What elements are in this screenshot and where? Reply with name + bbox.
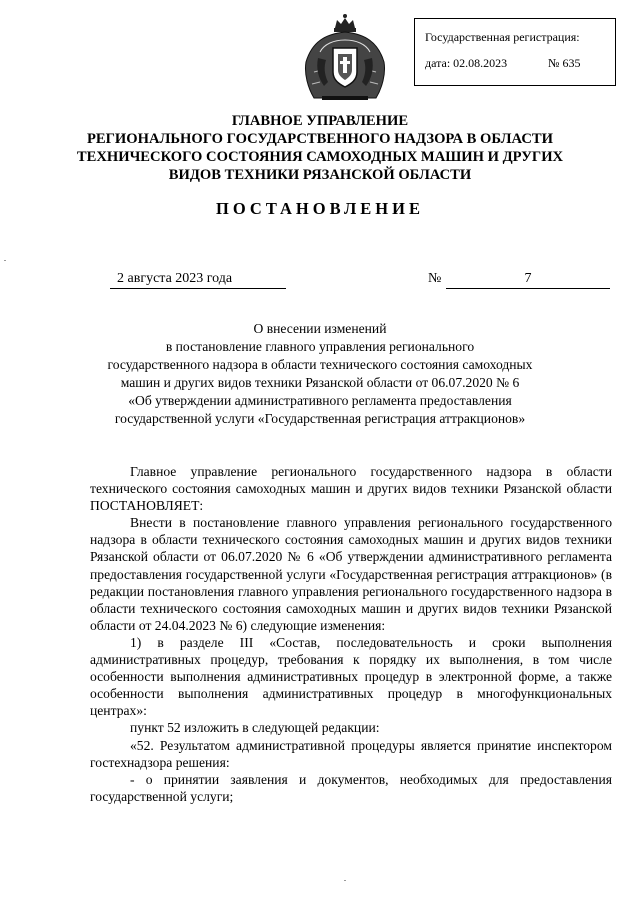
paragraph-item-1: 1) в разделе III «Состав, последовательность и сроки выполнения административных процедур, требования к порядку их выполнения, в том числе особенности выполнения административных процедур в электронной форме, а также особенности выполнения административных процедур в многофункциональных центрах»: xyxy=(90,634,612,719)
scan-speck xyxy=(344,880,346,881)
document-body xyxy=(90,463,612,805)
scan-speck xyxy=(4,260,6,261)
header-line-3: ТЕХНИЧЕСКОГО СОСТОЯНИЯ САМОХОДНЫХ МАШИН И ДРУГИХ xyxy=(76,149,564,165)
registration-title: Государственная регистрация: xyxy=(425,30,580,44)
header-line-1: ГЛАВНОЕ УПРАВЛЕНИЕ xyxy=(231,113,409,129)
registration-stamp xyxy=(414,18,616,86)
document-number: 7 xyxy=(446,270,610,289)
paragraph-result: «52. Результатом административной процедуры является принятие инспектором гостехнадзора решения: xyxy=(90,737,612,770)
subject-line-2: в постановление главного управления регионального xyxy=(165,339,475,354)
subject-line-5: «Об утверждении административного регламента предоставления xyxy=(128,393,512,408)
subject-line-6: государственной услуги «Государственная регистрация аттракционов» xyxy=(114,411,526,426)
header-line-4: ВИДОВ ТЕХНИКИ РЯЗАНСКОЙ ОБЛАСТИ xyxy=(168,167,472,183)
document-subject xyxy=(0,320,640,428)
subject-line-1: О внесении изменений xyxy=(253,321,387,336)
registration-date: дата: 02.08.2023 xyxy=(425,56,508,70)
paragraph-bullet: - о принятии заявления и документов, необходимых для предоставления государственной услуги; xyxy=(90,771,612,804)
subject-line-4: машин и других видов техники Рязанской области от 06.07.2020 № 6 xyxy=(120,375,520,390)
paragraph-preamble: Главное управление регионального государственного надзора в области технического состояния самоходных машин и других видов техники Рязанской области ПОСТАНОВЛЯЕТ: xyxy=(90,464,612,514)
paragraph-point-52: пункт 52 изложить в следующей редакции: xyxy=(130,720,380,736)
registration-number: № 635 xyxy=(548,56,581,70)
document-date: 2 августа 2023 года xyxy=(110,270,286,289)
document-type: ПОСТАНОВЛЕНИЕ xyxy=(216,199,424,218)
header-line-2: РЕГИОНАЛЬНОГО ГОСУДАРСТВЕННОГО НАДЗОРА В ОБЛАСТИ xyxy=(86,131,553,147)
paragraph-amendment: Внести в постановление главного управления регионального государственного надзора в области технического состояния самоходных машин и других видов техники Рязанской области от 06.07.2020 № 6 «Об утверждении административного регламента предоставления государственной услуги «Государственная регистрация аттракционов» (в редакции постановления главного управления регионального государственного надзора в области технического состояния самоходных машин и других видов техники Рязанской области от 24.04.2023 № 6) следующие изменения: xyxy=(90,515,612,633)
subject-line-3: государственного надзора в области технического состояния самоходных xyxy=(107,357,533,372)
number-label: № xyxy=(428,271,442,286)
coat-of-arms-icon xyxy=(300,12,390,104)
